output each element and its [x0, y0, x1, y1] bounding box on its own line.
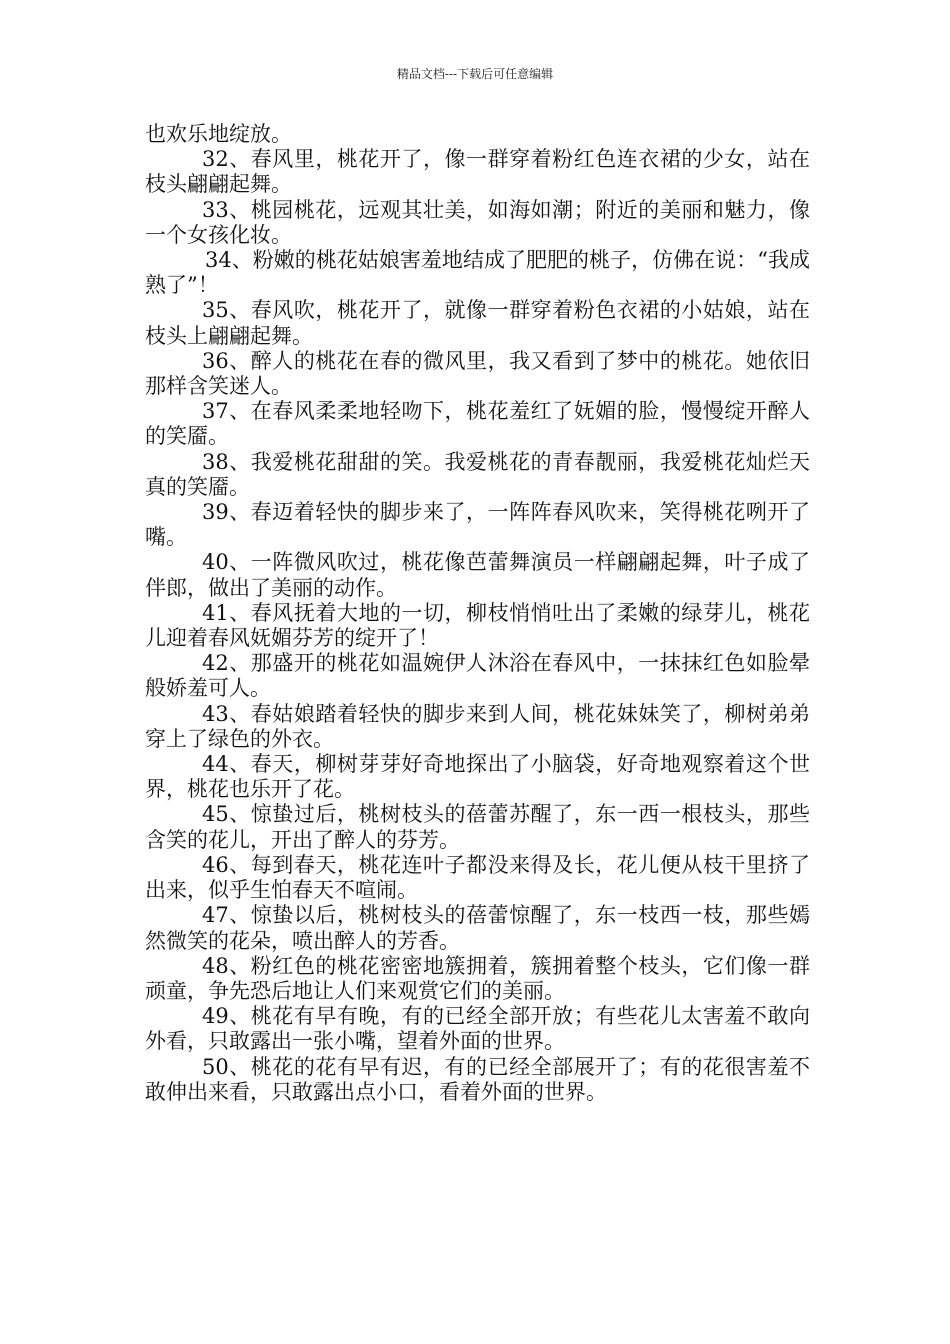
paragraph-40: 40、一阵微风吹过，桃花像芭蕾舞演员一样翩翩起舞，叶子成了伴郎，做出了美丽的动作。 — [145, 550, 810, 600]
paragraph-47: 47、惊蛰以后，桃树枝头的蓓蕾惊醒了，东一枝西一枝，那些嫣然微笑的花朵，喷出醉人的芳香。 — [145, 903, 810, 953]
paragraph-38: 38、我爱桃花甜甜的笑。我爱桃花的青春靓丽，我爱桃花灿烂天真的笑靥。 — [145, 449, 810, 499]
paragraph-37: 37、在春风柔柔地轻吻下，桃花羞红了妩媚的脸，慢慢绽开醉人的笑靥。 — [145, 399, 810, 449]
paragraph-45: 45、惊蛰过后，桃树枝头的蓓蕾苏醒了，东一西一根枝头，那些含笑的花儿，开出了醉人的芬芳。 — [145, 802, 810, 852]
paragraph-44: 44、春天，柳树芽芽好奇地探出了小脑袋，好奇地观察着这个世界，桃花也乐开了花。 — [145, 752, 810, 802]
continuation-paragraph: 也欢乐地绽放。 — [145, 122, 292, 146]
paragraph-46: 46、每到春天，桃花连叶子都没来得及长，花儿便从枝干里挤了出来，似乎生怕春天不喧闹。 — [145, 852, 810, 903]
paragraph-41: 41、春风抚着大地的一切，柳枝悄悄吐出了柔嫩的绿芽儿，桃花儿迎着春风妩媚芬芳的绽开了！ — [145, 600, 810, 651]
paragraph-33: 33、桃园桃花，远观其壮美，如海如潮；附近的美丽和魅力，像一个女孩化妆。 — [145, 197, 810, 247]
paragraph-42: 42、那盛开的桃花如温婉伊人沐浴在春风中，一抹抹红色如脸晕般娇羞可人。 — [145, 651, 810, 701]
paragraph-35: 35、春风吹，桃花开了，就像一群穿着粉色衣裙的小姑娘，站在枝头上翩翩起舞。 — [145, 298, 810, 348]
paragraph-48: 48、粉红色的桃花密密地簇拥着，簇拥着整个枝头，它们像一群顽童，争先恐后地让人们来观赏它们的美丽。 — [145, 953, 810, 1003]
paragraph-43: 43、春姑娘踏着轻快的脚步来到人间，桃花妹妹笑了，柳树弟弟穿上了绿色的外衣。 — [145, 701, 810, 751]
paragraph-32: 32、春风里，桃花开了，像一群穿着粉红色连衣裙的少女，站在枝头翩翩起舞。 — [145, 147, 810, 197]
paragraph-49: 49、桃花有早有晚，有的已经全部开放；有些花儿太害羞不敢向外看，只敢露出一张小嘴，望着外面的世界。 — [145, 1004, 810, 1054]
paragraph-36: 36、醉人的桃花在春的微风里，我又看到了梦中的桃花。她依旧那样含笑迷人。 — [145, 348, 810, 399]
document-body — [145, 122, 810, 1105]
paragraph-39: 39、春迈着轻快的脚步来了，一阵阵春风吹来，笑得桃花咧开了嘴。 — [145, 500, 810, 550]
paragraph-34: 34、粉嫩的桃花姑娘害羞地结成了肥肥的桃子，仿佛在说：“我成熟了”！ — [145, 248, 810, 298]
paragraph-50: 50、桃花的花有早有迟，有的已经全部展开了；有的花很害羞不敢伸出来看，只敢露出点小口，看着外面的世界。 — [145, 1054, 810, 1104]
page-header: 精品文档---下载后可任意编辑 — [396, 67, 554, 81]
